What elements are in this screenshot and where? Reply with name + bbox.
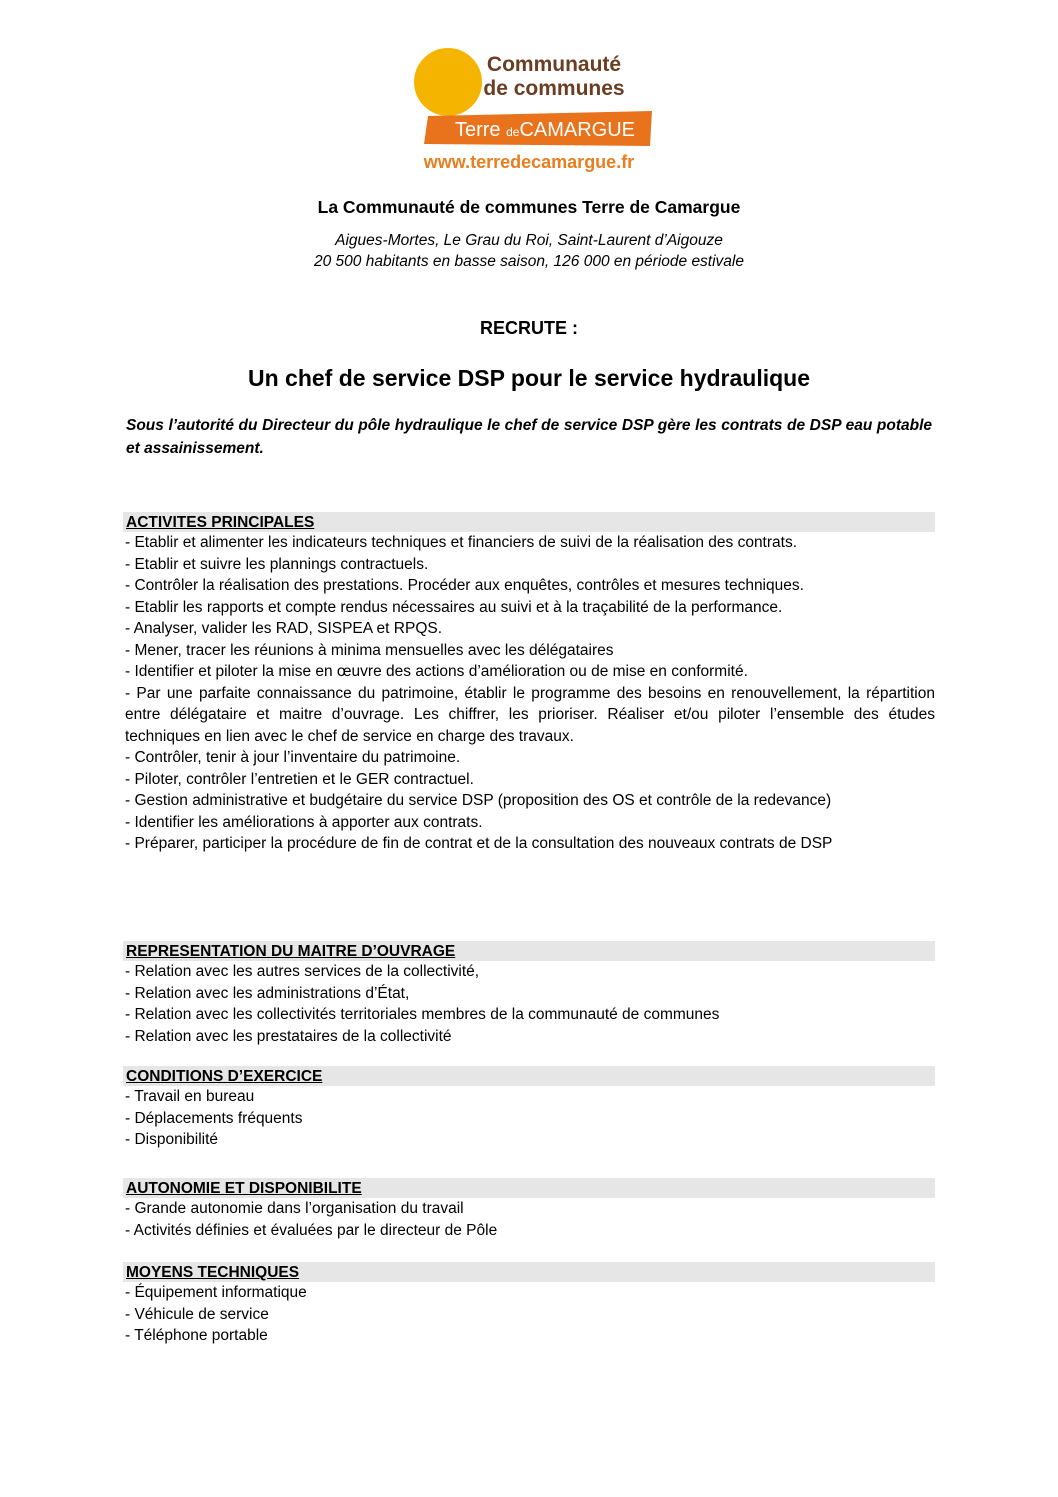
list-item: - Déplacements fréquents — [125, 1109, 303, 1127]
logo-banner-text — [438, 115, 652, 145]
section-heading — [123, 941, 935, 961]
section-heading — [123, 1178, 935, 1198]
logo-url: www.terredecamargue.fr — [423, 152, 635, 172]
list-item: - Relation avec les administrations d’État, — [125, 984, 410, 1002]
list-item: - Activités définies et évaluées par le directeur de Pôle — [125, 1221, 498, 1239]
list-item: - Équipement informatique — [125, 1284, 307, 1301]
list-item: - Contrôler la réalisation des prestations. Procéder aux enquêtes, contrôles et mesures techniques. — [125, 577, 804, 594]
section-heading-text: MOYENS TECHNIQUES — [126, 1264, 300, 1281]
section-items — [123, 1086, 935, 1151]
list-item: - Disponibilité — [125, 1131, 219, 1148]
list-item: - Par une parfaite connaissance du patrimoine, établir le programme des besoins en renouvellement, la répartition entre délégataire et maitre d’ouvrage. Les chiffrer, les prioriser. Réaliser et/ou piloter l’ensemble des études techniques en lien avec le chef de service en charge des travaux. — [125, 684, 935, 745]
section-moyens — [123, 1262, 935, 1347]
section-items — [123, 961, 935, 1047]
section-conditions — [123, 1066, 935, 1151]
section-representation — [123, 941, 935, 1047]
section-autonomie — [123, 1178, 935, 1241]
list-item: - Relation avec les prestataires de la collectivité — [125, 1027, 452, 1045]
list-item: - Contrôler, tenir à jour l’inventaire du patrimoine. — [125, 749, 461, 766]
organization-population: 20 500 habitants en basse saison, 126 000 en période estivale — [313, 253, 744, 270]
logo-banner-terre: Terre — [454, 119, 507, 141]
list-item: - Etablir et suivre les plannings contractuels. — [125, 555, 429, 573]
section-activites — [123, 512, 935, 855]
list-item: - Piloter, contrôler l’entretien et le GER contractuel. — [125, 770, 474, 788]
list-item: - Identifier les améliorations à apporter aux contrats. — [125, 813, 483, 831]
section-heading-text: AUTONOMIE ET DISPONIBILITE — [126, 1180, 362, 1197]
list-item: - Véhicule de service — [125, 1305, 269, 1323]
organization-towns: Aigues-Mortes, Le Grau du Roi, Saint-Laurent d’Aigouze — [335, 232, 723, 249]
list-item: - Relation avec les collectivités territoriales membres de la communauté de communes — [125, 1006, 720, 1023]
section-heading — [123, 512, 935, 532]
list-item: - Travail en bureau — [125, 1088, 255, 1105]
section-heading-text: ACTIVITES PRINCIPALES — [126, 514, 315, 531]
logo-title-line2: de communes — [483, 77, 625, 100]
section-heading-text: CONDITIONS D’EXERCICE — [126, 1068, 323, 1085]
list-item: - Préparer, participer la procédure de fin de contrat et de la consultation des nouveaux contrats de DSP — [125, 835, 833, 852]
list-item: - Etablir et alimenter les indicateurs techniques et financiers de suivi de la réalisation des contrats. — [125, 534, 798, 551]
logo-banner-de: de — [506, 125, 520, 139]
recruit-heading: RECRUTE : — [480, 318, 578, 338]
job-title: Un chef de service DSP pour le service hydraulique — [247, 365, 811, 391]
section-heading-text: REPRESENTATION DU MAITRE D’OUVRAGE — [126, 943, 456, 960]
list-item: - Identifier et piloter la mise en œuvre des actions d’amélioration ou de mise en conformité. — [125, 663, 748, 680]
list-item: - Gestion administrative et budgétaire du service DSP (proposition des OS et contrôle de la redevance) — [125, 792, 832, 809]
list-item: - Mener, tracer les réunions à minima mensuelles avec les délégataires — [125, 641, 614, 659]
list-item: - Téléphone portable — [125, 1327, 268, 1344]
section-heading — [123, 1066, 935, 1086]
list-item: - Analyser, valider les RAD, SISPEA et RPQS. — [125, 620, 443, 637]
list-item: - Etablir les rapports et compte rendus nécessaires au suivi et à la traçabilité de la performance. — [125, 598, 783, 616]
section-items — [123, 1198, 935, 1241]
section-items — [123, 1282, 935, 1347]
logo-title — [456, 53, 652, 101]
section-items — [123, 532, 935, 855]
job-intro: Sous l’autorité du Directeur du pôle hydraulique le chef de service DSP gère les contrats de DSP eau potable et assainissement. — [126, 417, 932, 457]
organization-title: La Communauté de communes Terre de Camargue — [317, 197, 741, 217]
organization-logo — [406, 48, 652, 178]
section-heading — [123, 1262, 935, 1282]
logo-title-line1: Communauté — [486, 53, 622, 76]
list-item: - Relation avec les autres services de la collectivité, — [125, 963, 480, 980]
logo-banner-camargue: CAMARGUE — [519, 119, 636, 141]
list-item: - Grande autonomie dans l’organisation du travail — [125, 1200, 464, 1217]
